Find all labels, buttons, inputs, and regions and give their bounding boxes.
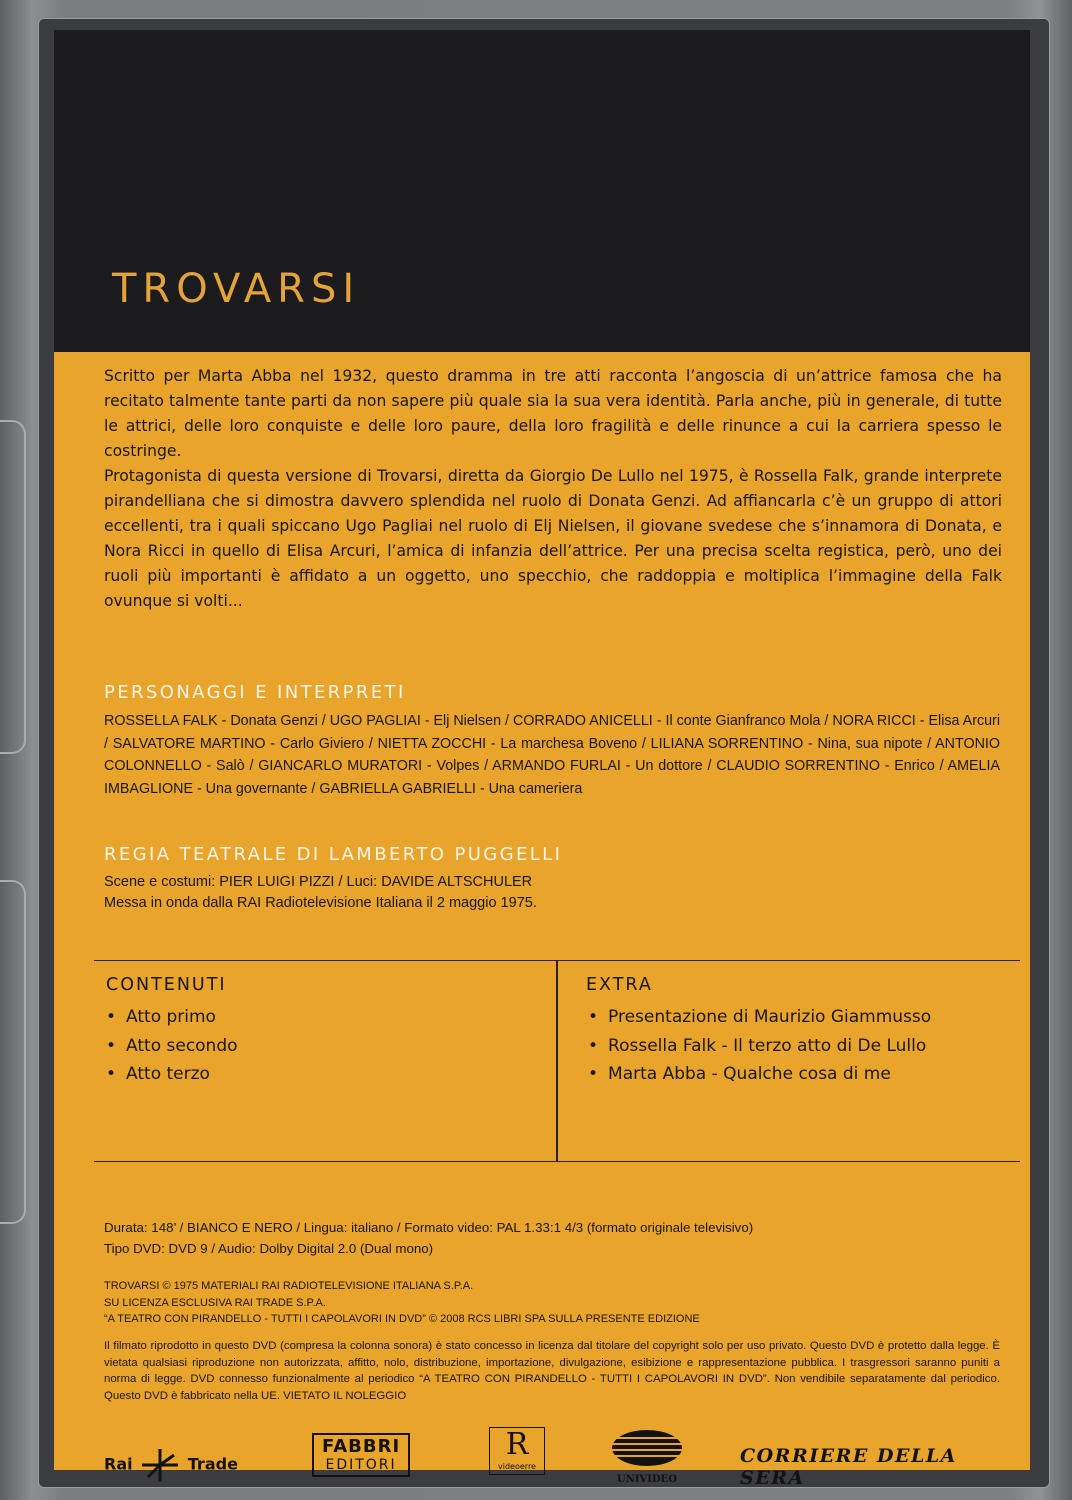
- fabbri-text: FABBRI: [322, 1436, 401, 1457]
- rai-logo-text: Rai: [104, 1454, 133, 1474]
- cast-list: ROSSELLA FALK - Donata Genzi / UGO PAGLIAI - Elj Nielsen / CORRADO ANICELLI - Il conte Gianfranco Mola / NORA RICCI - Elisa Arcuri / SALVATORE MARTINO - Carlo Giviero / NIETTA ZOCCHI - La marchesa Boveno / LILIANA SORRENTINO - Nina, sua nipote / ANTONIO COLONNELLO - Salò / GIANCARLO MURATORI - Volpes / ARMANDO FURLAI - Un dottore / CLAUDIO SORRENTINO - Enrico / AMELIA IMBAGLIONE - Una governante / GABRIELLA GABRIELLI - Una cameriera: [104, 713, 1000, 797]
- tech-line-1: Durata: 148’ / BIANCO E NERO / Lingua: italiano / Formato video: PAL 1.33:1 4/3 (formato originale televisivo): [104, 1220, 754, 1235]
- header-band: [54, 30, 1030, 352]
- univideo-logo: [610, 1429, 684, 1485]
- univideo-globe-icon: [610, 1429, 684, 1467]
- extra-item: • Marta Abba - Qualche cosa di me: [588, 1060, 931, 1089]
- credits: [104, 872, 537, 914]
- direction-heading: REGIA TEATRALE DI LAMBERTO PUGGELLI: [104, 844, 563, 865]
- univideo-text: UNIVIDEO: [617, 1474, 677, 1485]
- synopsis: [104, 364, 1002, 614]
- contents-item: • Atto terzo: [106, 1060, 238, 1089]
- cover-title: TROVARSI: [112, 266, 361, 312]
- synopsis-paragraph-1: Scritto per Marta Abba nel 1932, questo dramma in tre atti racconta l’angoscia di un’attrice famosa che ha recitato talmente tante parti da non sapere più quale sia la sua vera identità. Parla anche, più in generale, di tutte le attrici, delle loro conquiste e delle loro paure, della loro fragilità e delle rinunce a cui la carriera spesso le costringe.: [104, 367, 1002, 460]
- copyright-notice: [104, 1278, 700, 1328]
- back-cover: [54, 30, 1030, 1489]
- contents-heading: CONTENUTI: [106, 975, 227, 995]
- videoerre-text: videoerre: [498, 1462, 536, 1471]
- videoerre-logo: [489, 1427, 545, 1475]
- extra-item: • Rossella Falk - Il terzo atto di De Lullo: [588, 1032, 931, 1061]
- rai-trade-logo: [104, 1447, 238, 1483]
- contents-list: [106, 1003, 238, 1089]
- extra-item: • Presentazione di Maurizio Giammusso: [588, 1003, 931, 1032]
- fabbri-editori-logo: [312, 1433, 410, 1477]
- copyright-line-2: SU LICENZA ESCLUSIVA RAI TRADE S.P.A.: [104, 1296, 326, 1309]
- corriere-della-sera-logo: CORRIERE DELLA SERA: [740, 1445, 957, 1489]
- tech-line-2: Tipo DVD: DVD 9 / Audio: Dolby Digital 2.0 (Dual mono): [104, 1240, 434, 1256]
- extra-list: [588, 1003, 931, 1089]
- publisher-logos: [104, 1427, 1004, 1497]
- trade-logo-text: Trade: [187, 1454, 238, 1474]
- case-hinge-bottom: [0, 880, 26, 1224]
- extra-heading: EXTRA: [586, 975, 653, 995]
- editori-text: EDITORI: [325, 1457, 397, 1473]
- credits-line-1: Scene e costumi: PIER LUIGI PIZZI / Luci: DAVIDE ALTSCHULER: [104, 874, 533, 890]
- copyright-line-1: TROVARSI © 1975 MATERIALI RAI RADIOTELEVISIONE ITALIANA S.P.A.: [104, 1280, 474, 1292]
- copyright-line-3: “A TEATRO CON PIRANDELLO - TUTTI I CAPOLAVORI IN DVD” © 2008 RCS LIBRI SPA SULLA PRESENTE EDIZIONE: [104, 1313, 700, 1325]
- contents-item: • Atto secondo: [106, 1032, 238, 1061]
- contents-divider: [556, 961, 558, 1161]
- contents-box: [94, 960, 1020, 1162]
- case-hinge-top: [0, 420, 26, 754]
- cast-heading: PERSONAGGI E INTERPRETI: [104, 682, 406, 703]
- technical-specs: [104, 1218, 753, 1259]
- legal-notice: Il filmato riprodotto in questo DVD (compresa la colonna sonora) è stato concesso in licenza dal titolare del copyright solo per uso privato. Questo DVD è protetto dalla legge. È vietata qualsiasi riproduzione non autorizzata, affitto, nolo, distribuzione, importazione, divulgazione, esibizione e rappresentazione pubblica. I trasgressori saranno puniti a norma di legge. DVD connesso funzionalmente al periodico “A TEATRO CON PIRANDELLO - TUTTI I CAPOLAVORI IN DVD”. Non vendibile separatamente dal periodico. Questo DVD è fabbricato nella UE. VIETATO IL NOLEGGIO: [104, 1340, 1000, 1402]
- synopsis-paragraph-2: Protagonista di questa versione di Trovarsi, diretta da Giorgio De Lullo nel 1975, è Rossella Falk, grande interprete pirandelliana che si dimostra davvero splendida nel ruolo di Donata Genzi. Ad affiancarla c’è un gruppo di attori eccellenti, tra i quali spiccano Ugo Pagliai nel ruolo di Elj Nielsen, il giovane svedese che s’innamora di Donata, e Nora Ricci in quello di Elisa Arcuri, l’amica di infanzia dell’attrice. Per una precisa scelta registica, però, uno dei ruoli più importanti è affidato a un oggetto, uno specchio, che raddoppia e moltiplica l’immagine della Falk ovunque si volti...: [104, 467, 1002, 610]
- contents-item: • Atto primo: [106, 1003, 238, 1032]
- rai-trade-mark-icon: [138, 1447, 182, 1483]
- credits-line-2: Messa in onda dalla RAI Radiotelevisione Italiana il 2 maggio 1975.: [104, 895, 537, 911]
- videoerre-mark: R: [505, 1427, 529, 1462]
